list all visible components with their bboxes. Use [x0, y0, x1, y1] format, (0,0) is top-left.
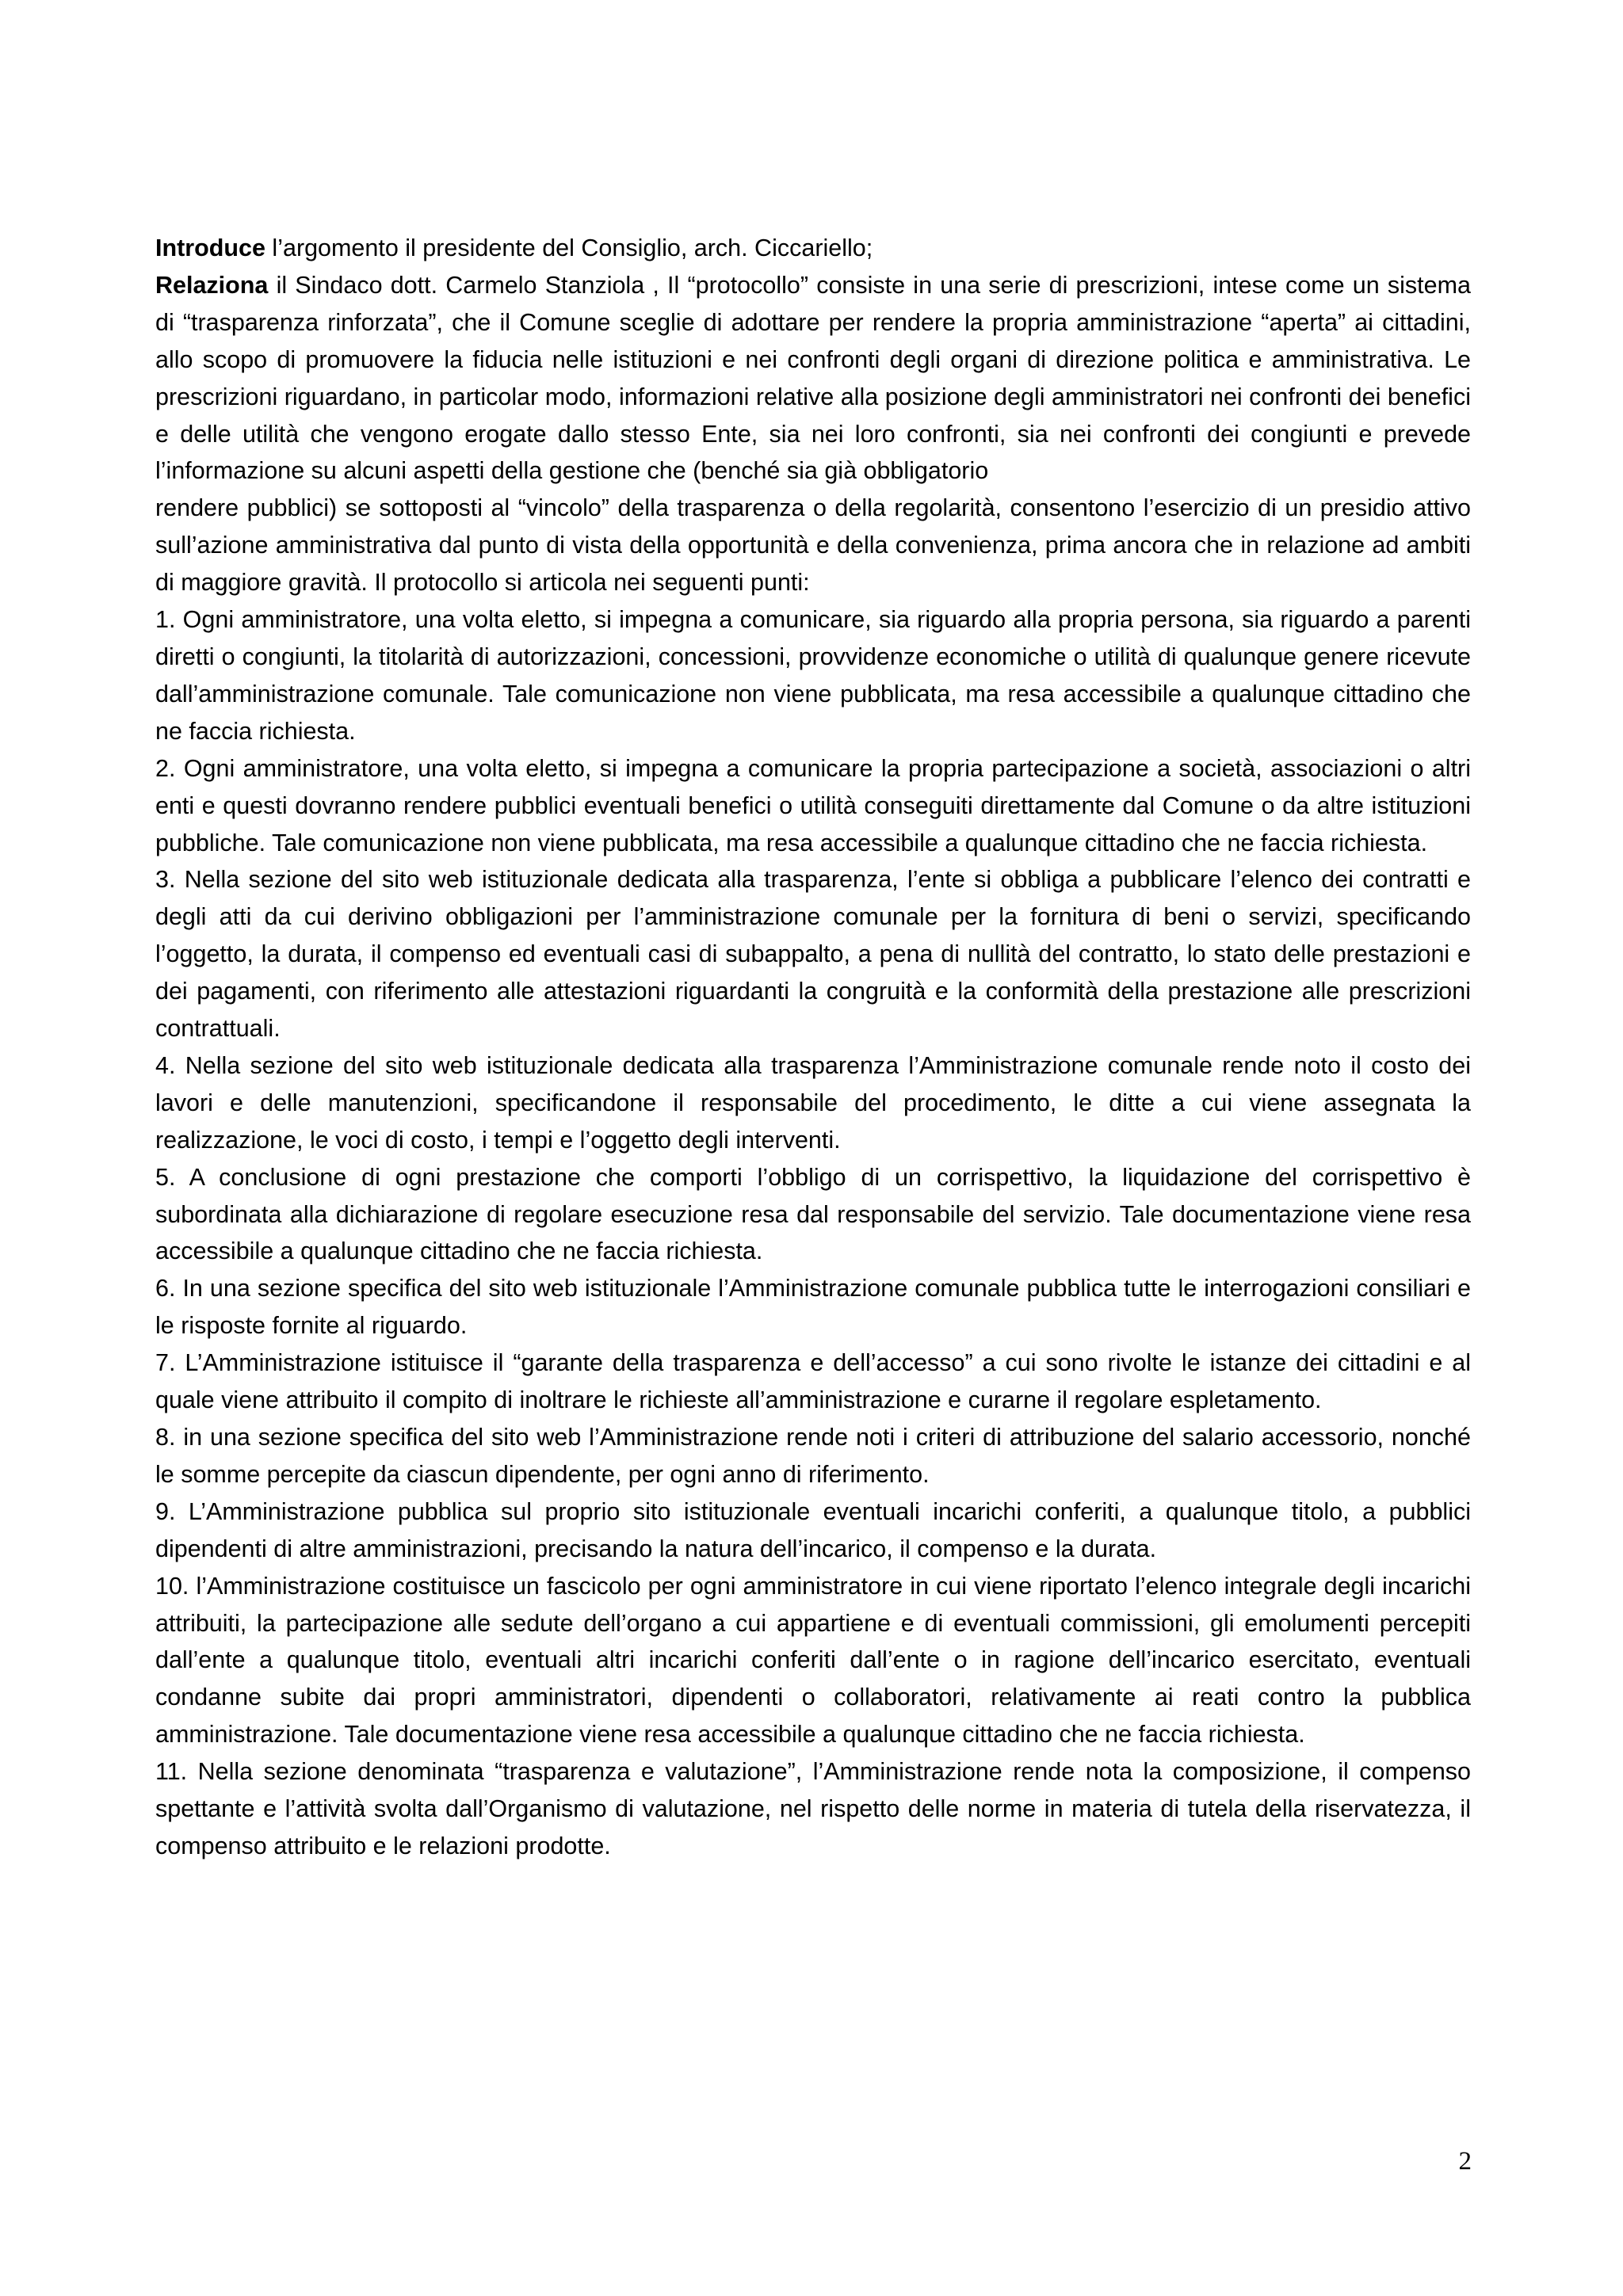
- protocol-point-6: 6. In una sezione specifica del sito web istituzionale l’Amministrazione comunale pubblica tutte le interrogazioni consiliari e le risposte fornite al riguardo.: [155, 1275, 1471, 1340]
- report-lead: Relaziona: [155, 271, 269, 299]
- continuation-paragraph: rendere pubblici) se sottoposti al “vincolo” della trasparenza o della regolarità, consentono l’esercizio di un presidio attivo sull’azione amministrativa dal punto di vista della opportunità e della convenienza, prima ancora che in relazione ad ambiti di maggiore gravità. Il protocollo si articola nei seguenti punti:: [155, 494, 1471, 597]
- page-number: 2: [1458, 2147, 1472, 2176]
- report-paragraph: [155, 267, 1471, 490]
- protocol-point-1: 1. Ogni amministratore, una volta eletto, si impegna a comunicare, sia riguardo alla propria persona, sia riguardo a parenti diretti o congiunti, la titolarità di autorizzazioni, concessioni, provvidenze economiche o utilità di qualunque genere ricevute dall’amministrazione comunale. Tale comunicazione non viene pubblicata, ma resa accessibile a qualunque cittadino che ne faccia richiesta.: [155, 606, 1471, 745]
- protocol-point-9: 9. L’Amministrazione pubblica sul proprio sito istituzionale eventuali incarichi conferiti, a qualunque titolo, a pubblici dipendenti di altre amministrazioni, precisando la natura dell’incarico, il compenso e la durata.: [155, 1497, 1471, 1562]
- protocol-point-2: 2. Ogni amministratore, una volta eletto, si impegna a comunicare la propria partecipazione a società, associazioni o altri enti e questi dovranno rendere pubblici eventuali benefici o utilità conseguiti direttamente dal Comune o da altre istituzioni pubbliche. Tale comunicazione non viene pubblicata, ma resa accessibile a qualunque cittadino che ne faccia richiesta.: [155, 754, 1471, 856]
- protocol-point-10: 10. l’Amministrazione costituisce un fascicolo per ogni amministratore in cui viene riportato l’elenco integrale degli incarichi attribuiti, la partecipazione alle sedute dell’organo a cui appartiene e di eventuali commissioni, gli emolumenti percepiti dall’ente a qualunque titolo, eventuali altri incarichi conferiti dall’ente o in ragione dell’incarico esercitato, eventuali condanne subite dai propri amministratori, dipendenti o collaboratori, relativamente ai reati contro la pubblica amministrazione. Tale documentazione viene resa accessibile a qualunque cittadino che ne faccia richiesta.: [155, 1572, 1471, 1749]
- intro-lead: Introduce: [155, 235, 265, 261]
- protocol-point-7: 7. L’Amministrazione istituisce il “garante della trasparenza e dell’accesso” a cui sono rivolte le istanze dei cittadini e al quale viene attribuito il compito di inoltrare le richieste all’amministrazione e curarne il regolare espletamento.: [155, 1349, 1471, 1414]
- protocol-point-4: 4. Nella sezione del sito web istituzionale dedicata alla trasparenza l’Amministrazione comunale rende noto il costo dei lavori e delle manutenzioni, specificandone il responsabile del procedimento, le ditte a cui viene assegnata la realizzazione, le voci di costo, i tempi e l’oggetto degli interventi.: [155, 1051, 1471, 1154]
- intro-paragraph: [155, 230, 1471, 267]
- document-body: [155, 230, 1471, 1865]
- protocol-point-11: 11. Nella sezione denominata “trasparenza e valutazione”, l’Amministrazione rende nota la composizione, il compenso spettante e l’attività svolta dall’Organismo di valutazione, nel rispetto delle norme in materia di tutela della riservatezza, il compenso attribuito e le relazioni prodotte.: [155, 1758, 1471, 1859]
- protocol-point-5: 5. A conclusione di ogni prestazione che comporti l’obbligo di un corrispettivo, la liquidazione del corrispettivo è subordinata alla dichiarazione di regolare esecuzione resa dal responsabile del servizio. Tale documentazione viene resa accessibile a qualunque cittadino che ne faccia richiesta.: [155, 1163, 1471, 1265]
- report-text: il Sindaco dott. Carmelo Stanziola , Il “protocollo” consiste in una serie di prescrizioni, intese come un sistema di “trasparenza rinforzata”, che il Comune sceglie di adottare per rendere la propria amministrazione “aperta” ai cittadini, allo scopo di promuovere la fiducia nelle istituzioni e nei confronti degli organi di direzione politica e amministrativa. Le prescrizioni riguardano, in particolar modo, informazioni relative alla posizione degli amministratori nei confronti dei benefici e delle utilità che vengono erogate dallo stesso Ente, sia nei loro confronti, sia nei confronti dei congiunti e prevede l’informazione su alcuni aspetti della gestione che (benché sia già obbligatorio: [155, 271, 1471, 485]
- intro-text: l’argomento il presidente del Consiglio, arch. Ciccariello;: [265, 235, 873, 261]
- protocol-point-8: 8. in una sezione specifica del sito web l’Amministrazione rende noti i criteri di attribuzione del salario accessorio, nonché le somme percepite da ciascun dipendente, per ogni anno di riferimento.: [155, 1424, 1471, 1488]
- protocol-point-3: 3. Nella sezione del sito web istituzionale dedicata alla trasparenza, l’ente si obbliga a pubblicare l’elenco dei contratti e degli atti da cui derivino obbligazioni per l’amministrazione comunale per la fornitura di beni o servizi, specificando l’oggetto, la durata, il compenso ed eventuali casi di subappalto, a pena di nullità del contratto, lo stato delle prestazioni e dei pagamenti, con riferimento alle attestazioni riguardanti la congruità e la conformità della prestazione alle prescrizioni contrattuali.: [155, 866, 1471, 1043]
